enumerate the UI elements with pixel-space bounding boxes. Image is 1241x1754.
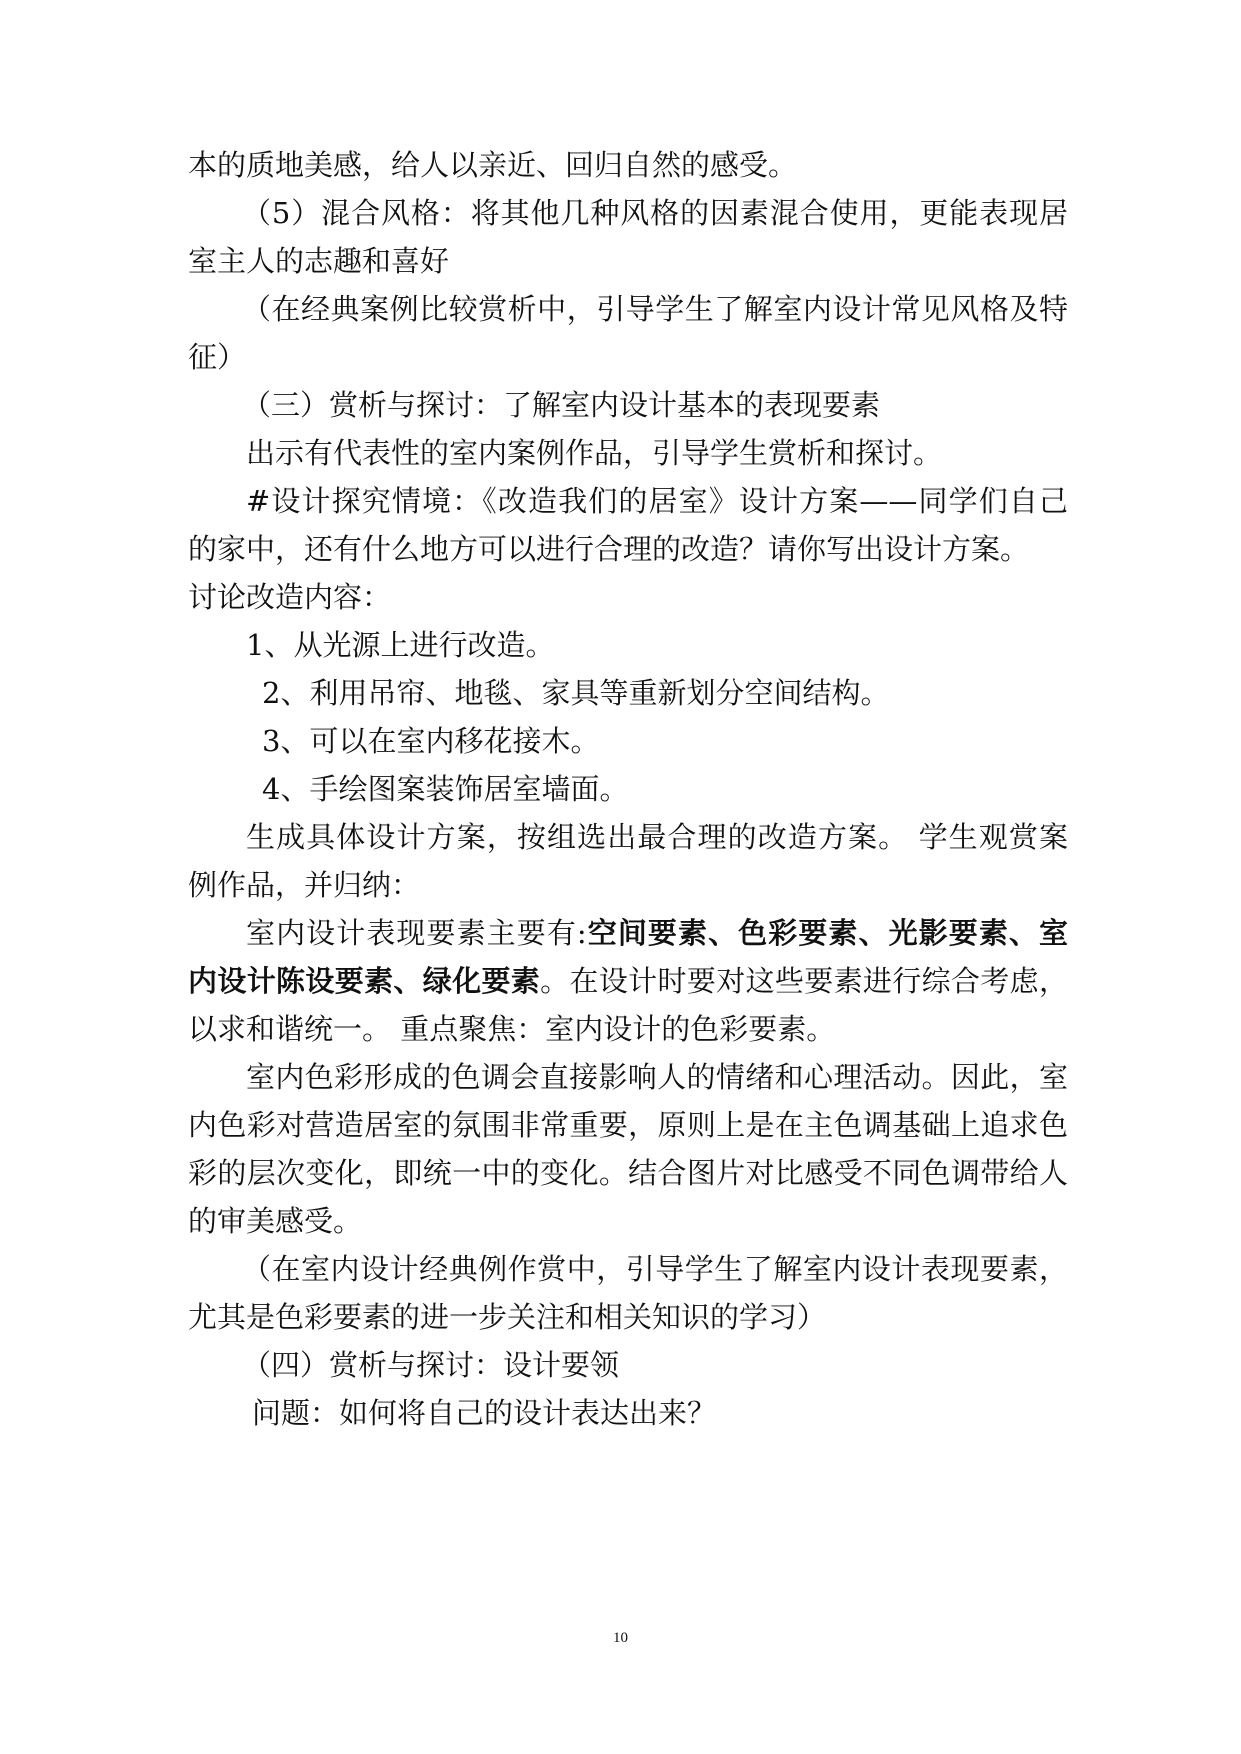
paragraph-line: 出示有代表性的室内案例作品，引导学生赏析和探讨。	[246, 436, 943, 470]
paragraph-line: 本的质地美感，给人以亲近、回归自然的感受。	[188, 148, 798, 182]
paragraph-line: 的家中，还有什么地方可以进行合理的改造？请你写出设计方案。	[188, 532, 1030, 566]
inline-text: 。在设计时要对这些要素进行综合考虑，	[540, 964, 1068, 998]
bold-emphasis: 空间要素、色彩要素、光影要素、室	[586, 916, 1068, 950]
page-number: 10	[613, 1630, 628, 1646]
paragraph-line: 尤其是色彩要素的进一步关注和相关知识的学习）	[188, 1300, 827, 1334]
paragraph-line: （在室内设计经典例作赏中，引导学生了解室内设计表现要素，	[242, 1252, 1068, 1286]
paragraph-line: 以求和谐统一。 重点聚焦：室内设计的色彩要素。	[188, 1012, 836, 1046]
paragraph-line: 征）	[188, 340, 247, 374]
list-item: 1、从光源上进行改造。	[246, 628, 555, 662]
list-item: 4、手绘图案装饰居室墙面。	[262, 772, 629, 806]
paragraph-line: 讨论改造内容：	[188, 580, 392, 614]
inline-text: 室内设计表现要素主要有:	[246, 916, 587, 950]
paragraph-line: （在经典案例比较赏析中，引导学生了解室内设计常见风格及特	[242, 292, 1068, 326]
paragraph-line: 室主人的志趣和喜好	[188, 244, 450, 278]
bold-emphasis: 内设计陈设要素、绿化要素	[188, 964, 541, 998]
paragraph-line: 彩的层次变化，即统一中的变化。结合图片对比感受不同色调带给人	[188, 1156, 1068, 1190]
paragraph-line	[188, 961, 1068, 1001]
section-heading: （三）赏析与探讨：了解室内设计基本的表现要素	[242, 388, 881, 422]
list-item: 3、可以在室内移花接木。	[262, 724, 600, 758]
paragraph-line: 的审美感受。	[188, 1204, 363, 1238]
paragraph-line: 问题：如何将自己的设计表达出来？	[252, 1396, 717, 1430]
paragraph-line: 内色彩对营造居室的氛围非常重要，原则上是在主色调基础上追求色	[188, 1108, 1068, 1142]
section-heading: （四）赏析与探讨：设计要领	[242, 1348, 620, 1382]
paragraph-line: 生成具体设计方案，按组选出最合理的改造方案。 学生观赏案	[246, 820, 1068, 854]
paragraph-line	[246, 913, 1068, 953]
paragraph-line: 例作品，并归纳：	[188, 868, 421, 902]
paragraph-line: 室内色彩形成的色调会直接影响人的情绪和心理活动。因此，室	[246, 1060, 1068, 1094]
paragraph-line: #设计探究情境：《改造我们的居室》设计方案——同学们自己	[246, 484, 1068, 518]
paragraph-line: （5）混合风格：将其他几种风格的因素混合使用，更能表现居	[242, 196, 1068, 230]
list-item: 2、利用吊帘、地毯、家具等重新划分空间结构。	[262, 676, 890, 710]
